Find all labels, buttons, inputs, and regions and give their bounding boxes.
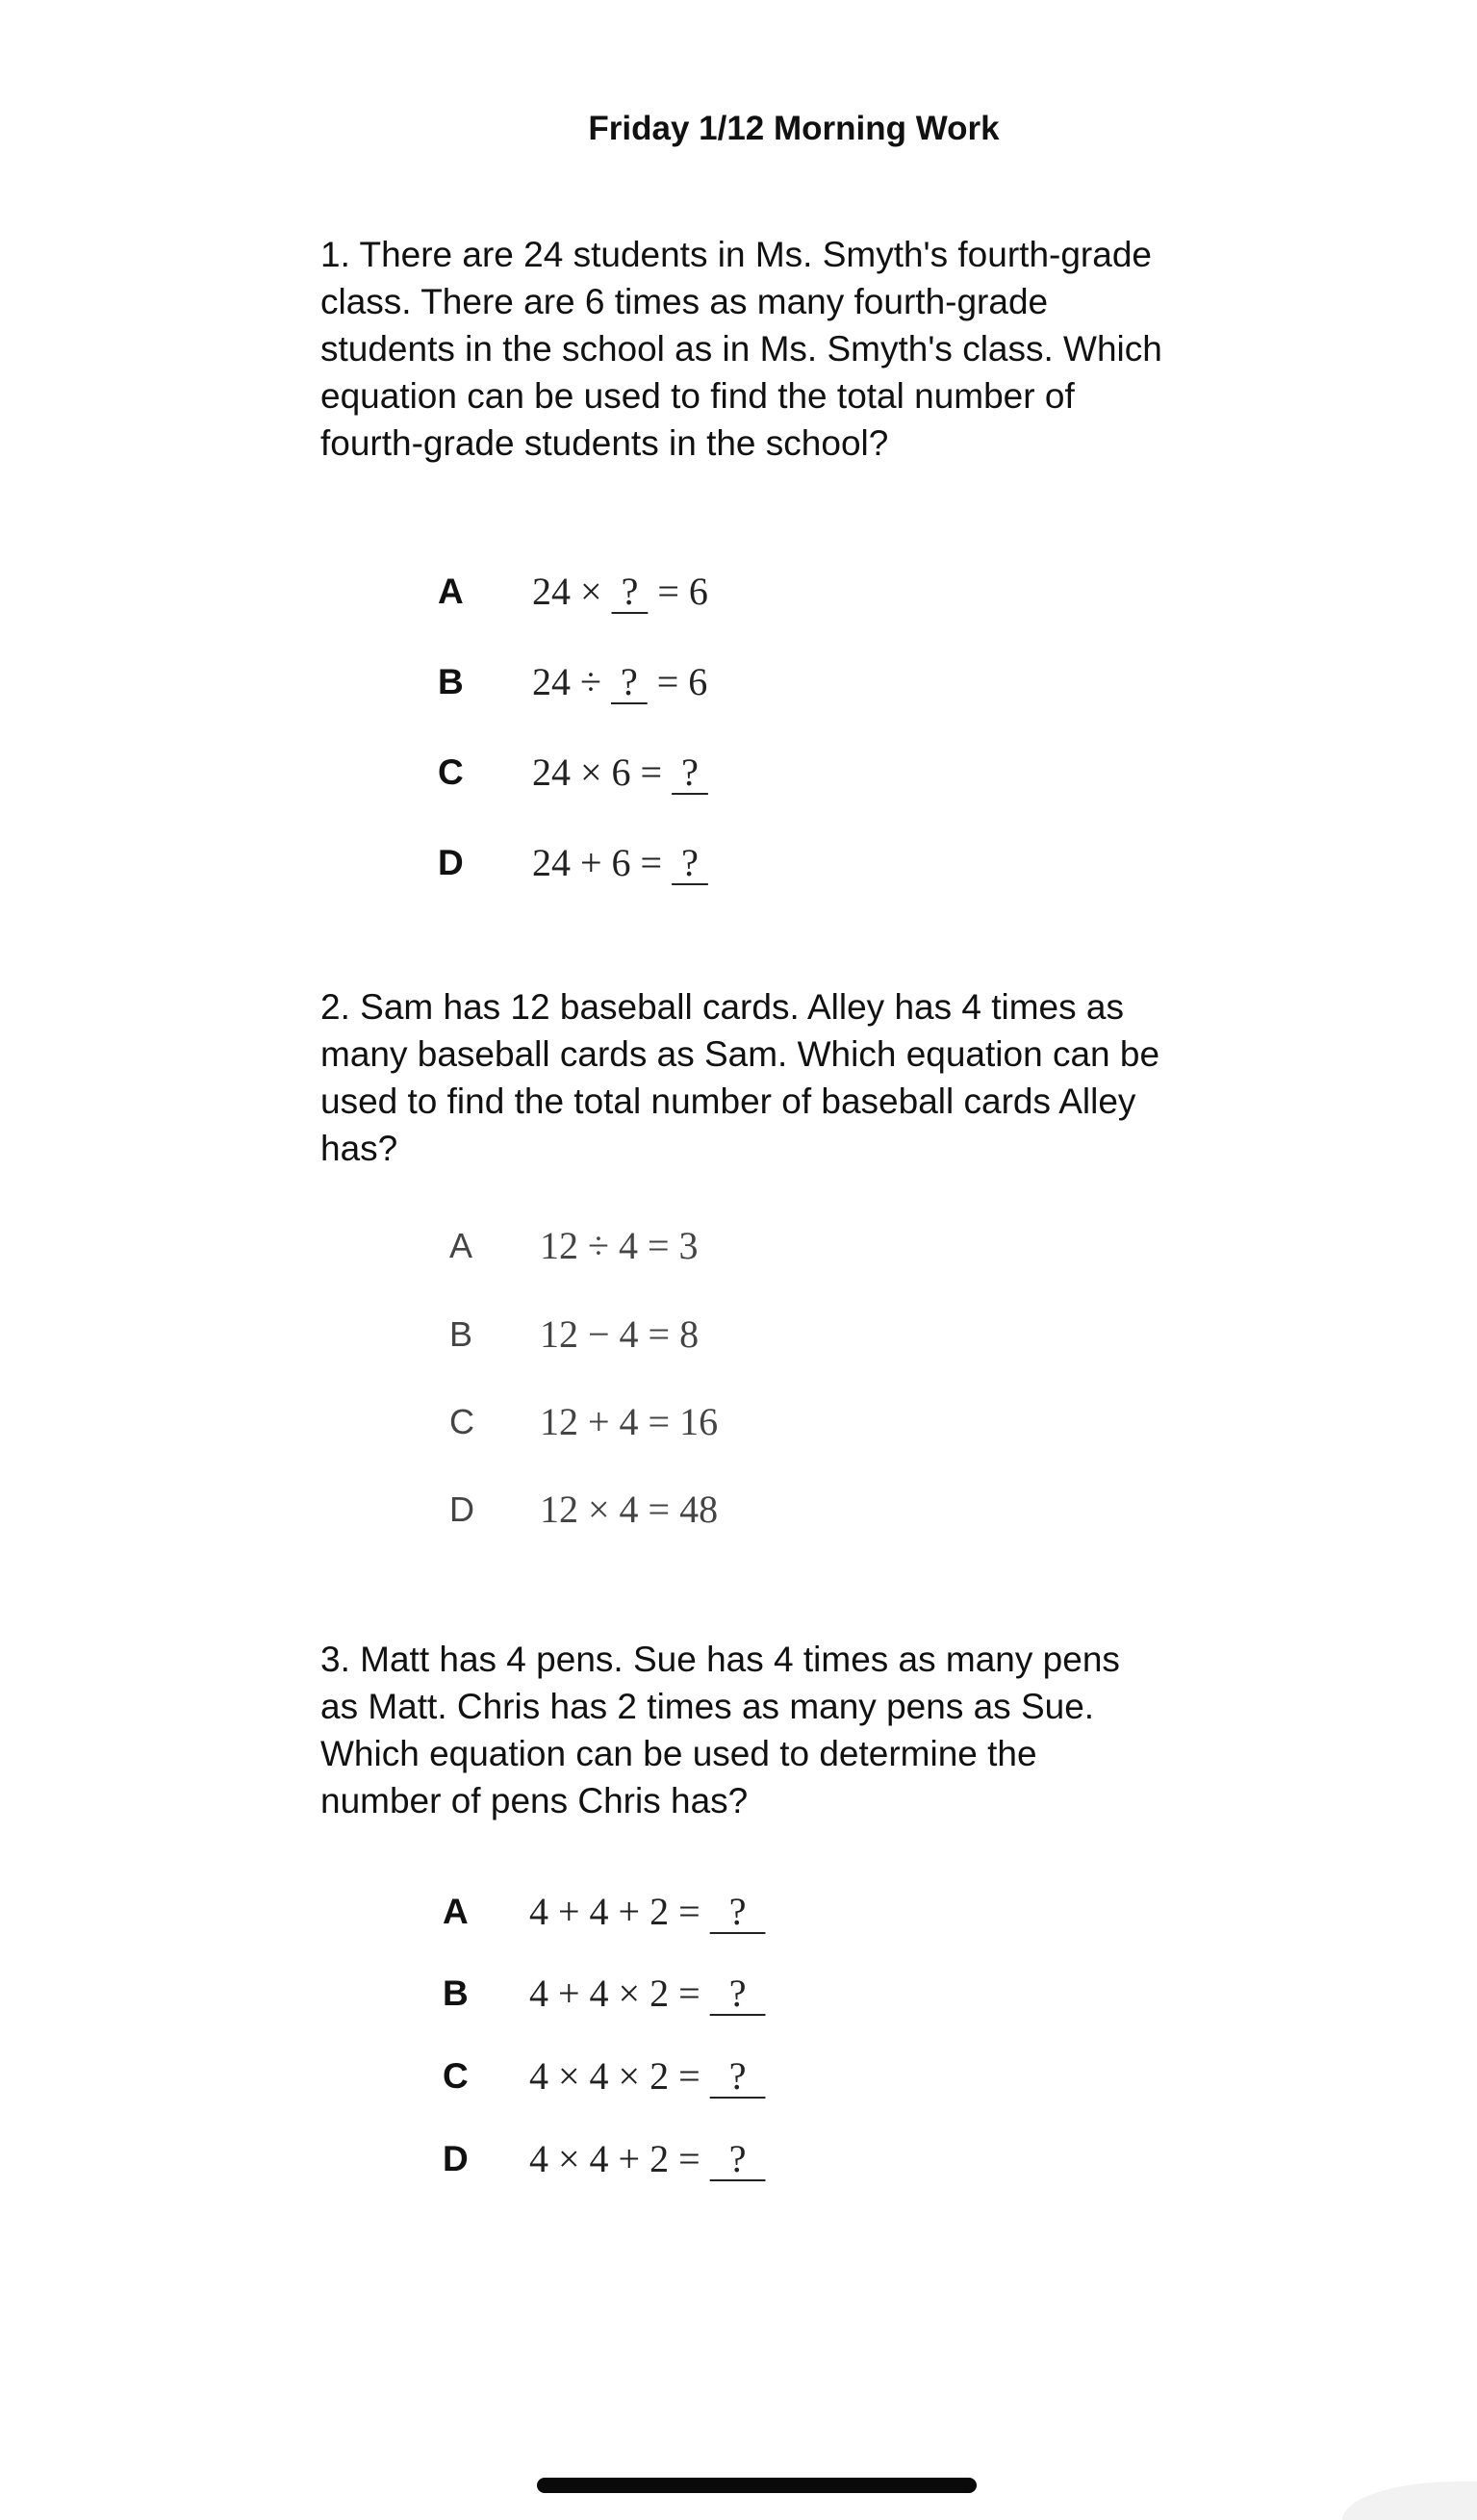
choice-equation: 24 + 6 = ? bbox=[532, 841, 708, 884]
choice-letter: B bbox=[449, 1314, 473, 1354]
question-2-text: 2. Sam has 12 baseball cards. Alley has 4 times as many baseball cards as Sam. Which equation can be used to find the total number of baseball cards Alley has? bbox=[320, 987, 1160, 1168]
choice-letter: A bbox=[443, 1892, 469, 1931]
home-indicator[interactable] bbox=[537, 2478, 977, 2493]
choice-equation: 12 × 4 = 48 bbox=[540, 1488, 719, 1531]
choice-letter: C bbox=[443, 2056, 469, 2096]
choice-equation: 4 × 4 × 2 = ? bbox=[529, 2054, 766, 2098]
choice-equation: 12 + 4 = 16 bbox=[540, 1400, 719, 1443]
choice-equation: 24 × ? = 6 bbox=[532, 570, 708, 613]
choice-letter: D bbox=[443, 2139, 469, 2178]
question-3-text: 3. Matt has 4 pens. Sue has 4 times as many pens as Matt. Chris has 2 times as many pens as Sue. Which equation can be used to determine the number of pens Chris has? bbox=[320, 1640, 1120, 1820]
choice-letter: D bbox=[438, 843, 464, 882]
choice-letter: A bbox=[438, 572, 464, 611]
choice-equation: 4 + 4 + 2 = ? bbox=[529, 1890, 766, 1933]
choice-letter: C bbox=[438, 752, 464, 792]
choice-letter: B bbox=[438, 662, 464, 701]
choice-equation: 4 × 4 + 2 = ? bbox=[529, 2137, 766, 2180]
corner-shadow bbox=[1342, 2482, 1477, 2520]
question-1-text: 1. There are 24 students in Ms. Smyth's fourth-grade class. There are 6 times as many fourth-grade students in the school as in Ms. Smyth's class. Which equation can be used to find the total number of fourth-grade students in the school? bbox=[320, 235, 1162, 463]
choice-letter: D bbox=[449, 1489, 474, 1529]
choice-letter: B bbox=[443, 1973, 469, 2013]
choice-letter: A bbox=[449, 1226, 473, 1265]
page-title: Friday 1/12 Morning Work bbox=[588, 110, 1000, 147]
choice-equation: 4 + 4 × 2 = ? bbox=[529, 1972, 766, 2015]
choice-equation: 24 ÷ ? = 6 bbox=[532, 660, 708, 703]
choice-equation: 12 ÷ 4 = 3 bbox=[540, 1224, 699, 1267]
choice-equation: 24 × 6 = ? bbox=[532, 751, 708, 794]
choice-equation: 12 − 4 = 8 bbox=[540, 1312, 700, 1356]
choice-letter: C bbox=[449, 1402, 474, 1441]
